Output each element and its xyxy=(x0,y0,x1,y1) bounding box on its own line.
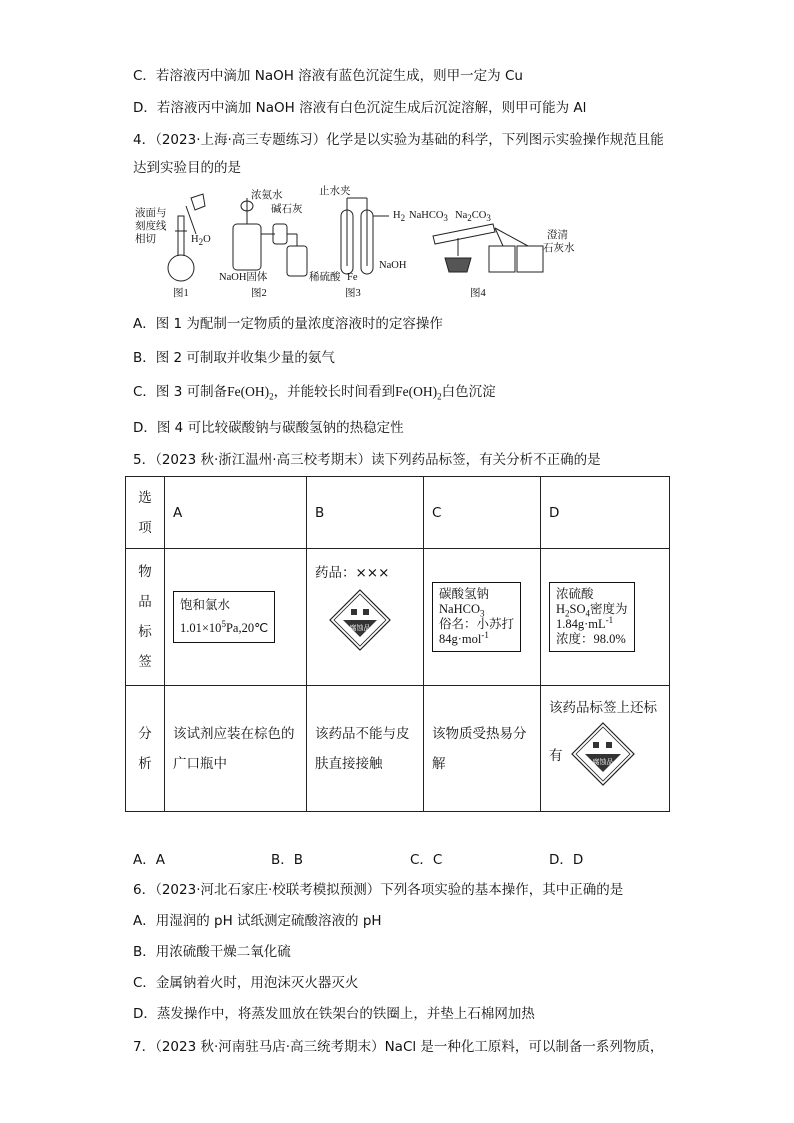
analysis-a: 该试剂应装在棕色的广口瓶中 xyxy=(165,686,307,812)
label-c: 碳酸氢钠 NaHCO$_3$ 俗名：小苏打 84g·mol$^{-1}$ xyxy=(432,582,521,652)
fig2-caption: 图2 xyxy=(251,288,267,299)
drug-label-table xyxy=(125,476,670,812)
q4-stem: 4．（2023·上海·高三专题练习）化学是以实验为基础的科学，下列图示实验操作规范且能达到实验目的的是 xyxy=(133,132,664,176)
label-d: 浓硫酸 $H_2SO_4$密度为 $1.84g\cdot mL^{-1}$ 浓度：98.0% xyxy=(549,582,635,652)
q4-option-d: D．图 4 可比较碳酸钠与碳酸氢钠的热稳定性 xyxy=(133,420,404,436)
q6-option-c: C．金属钠着火时，用泡沫灭火器灭火 xyxy=(133,975,359,991)
fig3-acid-label: 稀硫酸 xyxy=(309,272,341,283)
analysis-b: 该药品不能与皮肤直接接触 xyxy=(307,686,424,812)
header-a: A xyxy=(165,477,307,549)
fig1-label: 液面与 xyxy=(135,208,167,219)
q6-option-a: A．用湿润的 pH 试纸测定硫酸溶液的 pH xyxy=(133,913,382,929)
label-a: 饱和氯水 $1.01\times 10^5Pa,20℃$ xyxy=(173,591,275,643)
header-c: C xyxy=(424,477,541,549)
corrosive-hazard-icon xyxy=(571,722,635,786)
header-b: B xyxy=(307,477,424,549)
q4-figure xyxy=(133,186,583,302)
table-row xyxy=(126,686,670,812)
label-d-cell xyxy=(541,549,670,686)
q3-option-d: D．若溶液丙中滴加 NaOH 溶液有白色沉淀生成后沉淀溶解，则甲可能为 Al xyxy=(133,100,587,116)
label-a-cell xyxy=(165,549,307,686)
q3-option-c: C．若溶液丙中滴加 NaOH 溶液有蓝色沉淀生成，则甲一定为 Cu xyxy=(133,68,523,84)
table-row xyxy=(126,549,670,686)
q6-option-d: D．蒸发操作中，将蒸发皿放在铁架台的铁圈上，并垫上石棉网加热 xyxy=(133,1006,535,1022)
table-row xyxy=(126,477,670,549)
fig1-water-label: $H_2O$ xyxy=(191,234,211,248)
header-d: D xyxy=(541,477,670,549)
fig2-limes-label: 碱石灰 xyxy=(271,204,303,215)
q4-option-b: B．图 2 可制取并收集少量的氨气 xyxy=(133,350,335,366)
fig2-solid-label: NaOH固体 xyxy=(219,272,268,283)
fig2-ammonia-label: 浓氨水 xyxy=(251,190,283,201)
q5-option-c: C．C xyxy=(410,852,443,868)
q7-stem: 7．（2023 秋·河南驻马店·高三统考期末）NaCl 是一种化工原料，可以制备一系列物质， xyxy=(133,1039,664,1055)
fig4-caption: 图4 xyxy=(470,288,486,299)
drug-name: 药品：××× xyxy=(315,565,390,581)
q5-option-d: D．D xyxy=(549,852,584,868)
analysis-c: 该物质受热易分解 xyxy=(424,686,541,812)
fig3-h2-label: $H_2$ xyxy=(393,210,406,224)
row2-header: 分 析 xyxy=(126,686,165,812)
fig4-limewater-label: 石灰水 xyxy=(543,243,575,254)
q5-options xyxy=(133,848,613,868)
fig3-naoh-label: NaOH xyxy=(379,260,407,271)
q5-stem: 5．（2023 秋·浙江温州·高三校考期末）读下列药品标签，有关分析不正确的是 xyxy=(133,452,601,468)
fig1-label: 刻度线 xyxy=(135,221,167,232)
corrosive-hazard-icon xyxy=(329,589,391,651)
fig1-label: 相切 xyxy=(135,234,156,245)
analysis-d: 该药品标签上还标 有 腐蚀品 xyxy=(541,686,670,812)
fig4-na2co3-label: $Na_2CO_3$ xyxy=(455,210,491,224)
row1-header: 物 品 标 签 xyxy=(126,549,165,686)
fig3-clip-label: 止水夹 xyxy=(319,186,351,197)
q4-option-c: C．图 3 可制备$Fe(OH)_2$，并能较长时间看到$Fe(OH)_2$白色沉淀 xyxy=(133,384,496,402)
fig4-nahco3-label: NaHCO$_3$ xyxy=(409,210,448,224)
label-c-cell xyxy=(424,549,541,686)
q4-option-a: A．图 1 为配制一定物质的量浓度溶液时的定容操作 xyxy=(133,316,443,332)
label-b-cell xyxy=(307,549,424,686)
fig4-limewater-label: 澄清 xyxy=(547,230,568,241)
q5-option-b: B．B xyxy=(271,852,304,868)
fig1-caption: 图1 xyxy=(173,288,189,299)
fig3-fe-label: Fe xyxy=(347,272,358,283)
q6-stem: 6．（2023·河北石家庄·校联考模拟预测）下列各项实验的基本操作，其中正确的是 xyxy=(133,882,624,898)
col0-header: 选 项 xyxy=(126,477,165,549)
fig3-caption: 图3 xyxy=(345,288,361,299)
q5-option-a: A．A xyxy=(133,852,165,868)
svg-text:腐蚀品: 腐蚀品 xyxy=(349,624,371,632)
svg-text:腐蚀品: 腐蚀品 xyxy=(592,758,613,766)
q6-option-b: B．用浓硫酸干燥二氧化硫 xyxy=(133,944,291,960)
